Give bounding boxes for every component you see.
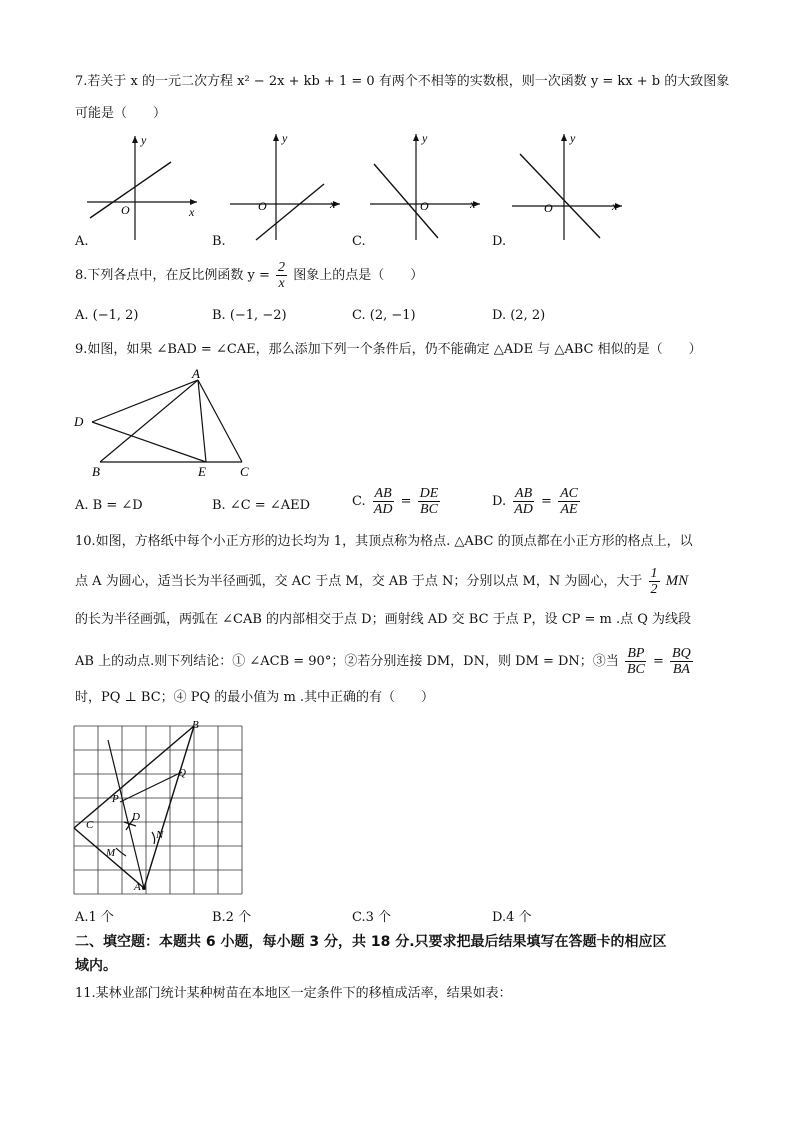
q9-label-e: E (198, 464, 206, 479)
q10-line4: AB 上的动点.则下列结论：① ∠ACB = 90°；②若分别连接 DM，DN，则 DM = DN；③当 $\frac{BP}{BC}$ = $\frac{BQ}{BA}$ (75, 646, 691, 677)
q9-label-b: B (92, 464, 100, 479)
q11-stem: 11.某林业部门统计某种树苗在本地区一定条件下的移植成活率，结果如表： (75, 986, 512, 1001)
q8-stem (75, 260, 423, 291)
section2-heading-line2: 域内。 (75, 958, 117, 974)
q10-label-b: B (192, 720, 199, 731)
q8-option-d: D. (2, 2) (492, 308, 546, 323)
q10-option-d: D.4 个 (492, 910, 532, 925)
q10-grid-figure (68, 720, 248, 902)
q10-line1: 10.如图，方格纸中每个小正方形的边长均为 1，其顶点称为格点. △ABC 的顶点都在小正方形的格点上，以 (75, 534, 693, 549)
q8-stem-post: 图象上的点是（ ） (293, 268, 424, 283)
q7-graph-c (368, 128, 488, 243)
q7-graph-d (510, 128, 630, 243)
q8-option-a: A. (−1, 2) (75, 308, 139, 323)
q7-option-b: B. (212, 234, 226, 249)
q9-figure (70, 366, 260, 481)
q8-frac-num: 2 (278, 260, 286, 275)
x-axis-label: x (189, 205, 195, 219)
q9-label-a: A (192, 366, 200, 381)
q9-label-d: D (74, 414, 84, 429)
q10-label-n: N (156, 829, 164, 841)
q7-graph-a (85, 128, 205, 243)
q7-option-d: D. (492, 234, 507, 249)
q8-stem-pre: 8.下列各点中，在反比例函数 y = (75, 268, 270, 283)
q10-label-m: M (106, 847, 116, 859)
q8-option-b: B. (−1, −2) (212, 308, 287, 323)
q10-option-c: C.3 个 (352, 910, 392, 925)
x-axis-label: x (612, 199, 618, 213)
y-axis-label: y (570, 131, 576, 145)
origin-label: O (258, 199, 267, 213)
origin-label: O (544, 201, 553, 215)
q10-option-b: B.2 个 (212, 910, 252, 925)
q8-option-c: C. (2, −1) (352, 308, 416, 323)
q10-label-d: D (132, 811, 140, 823)
y-axis-label: y (141, 133, 147, 147)
origin-label: O (121, 203, 130, 217)
q10-line2: 点 A 为圆心，适当长为半径画弧，交 AC 于点 M，交 AB 于点 N；分别以点 M，N 为圆心，大于 $\frac{1}{2}$ MN (75, 566, 689, 597)
x-axis-label: x (330, 197, 336, 211)
x-axis-label: x (470, 197, 476, 211)
section2-heading-line1: 二、填空题：本题共 6 小题，每小题 3 分，共 18 分.只要求把最后结果填写在答题卡的相应区 (75, 934, 667, 950)
q8-fraction (276, 260, 287, 291)
q9-stem: 9.如图，如果 ∠BAD = ∠CAE，那么添加下列一个条件后，仍不能确定 △ADE 与 △ABC 相似的是（ ） (75, 342, 702, 357)
q10-label-q: Q (178, 767, 186, 779)
q9-label-c: C (240, 464, 249, 479)
q10-label-p: P (112, 793, 119, 805)
q7-stem-line1: 7.若关于 x 的一元二次方程 x² − 2x + kb + 1 = 0 有两个不相等的实数根，则一次函数 y = kx + b 的大致图象 (75, 74, 730, 89)
y-axis-label: y (282, 131, 288, 145)
q7-option-a: A. (75, 234, 89, 249)
q9-option-c: C. $\frac{AB}{AD}$ = $\frac{DE}{BC}$ (352, 486, 439, 517)
q10-line5: 时，PQ ⊥ BC；④ PQ 的最小值为 m .其中正确的有（ ） (75, 690, 435, 705)
q9-option-d: D. $\frac{AB}{AD}$ = $\frac{AC}{AE}$ (492, 486, 578, 517)
origin-label: O (420, 199, 429, 213)
q9-option-b: B. ∠C = ∠AED (212, 498, 311, 513)
q10-label-c: C (86, 819, 94, 831)
q9-option-a: A. B = ∠D (75, 498, 143, 513)
y-axis-label: y (422, 131, 428, 145)
q10-line3: 的长为半径画弧，两弧在 ∠CAB 的内部相交于点 D；画射线 AD 交 BC 于点 P，设 CP = m .点 Q 为线段 (75, 612, 692, 627)
q10-label-a: A (134, 881, 141, 893)
q8-frac-den: x (278, 276, 285, 291)
q7-stem-line2: 可能是（ ） (75, 106, 167, 121)
q7-graph-b (228, 128, 348, 243)
q7-option-c: C. (352, 234, 366, 249)
q10-option-a: A.1 个 (75, 910, 114, 925)
